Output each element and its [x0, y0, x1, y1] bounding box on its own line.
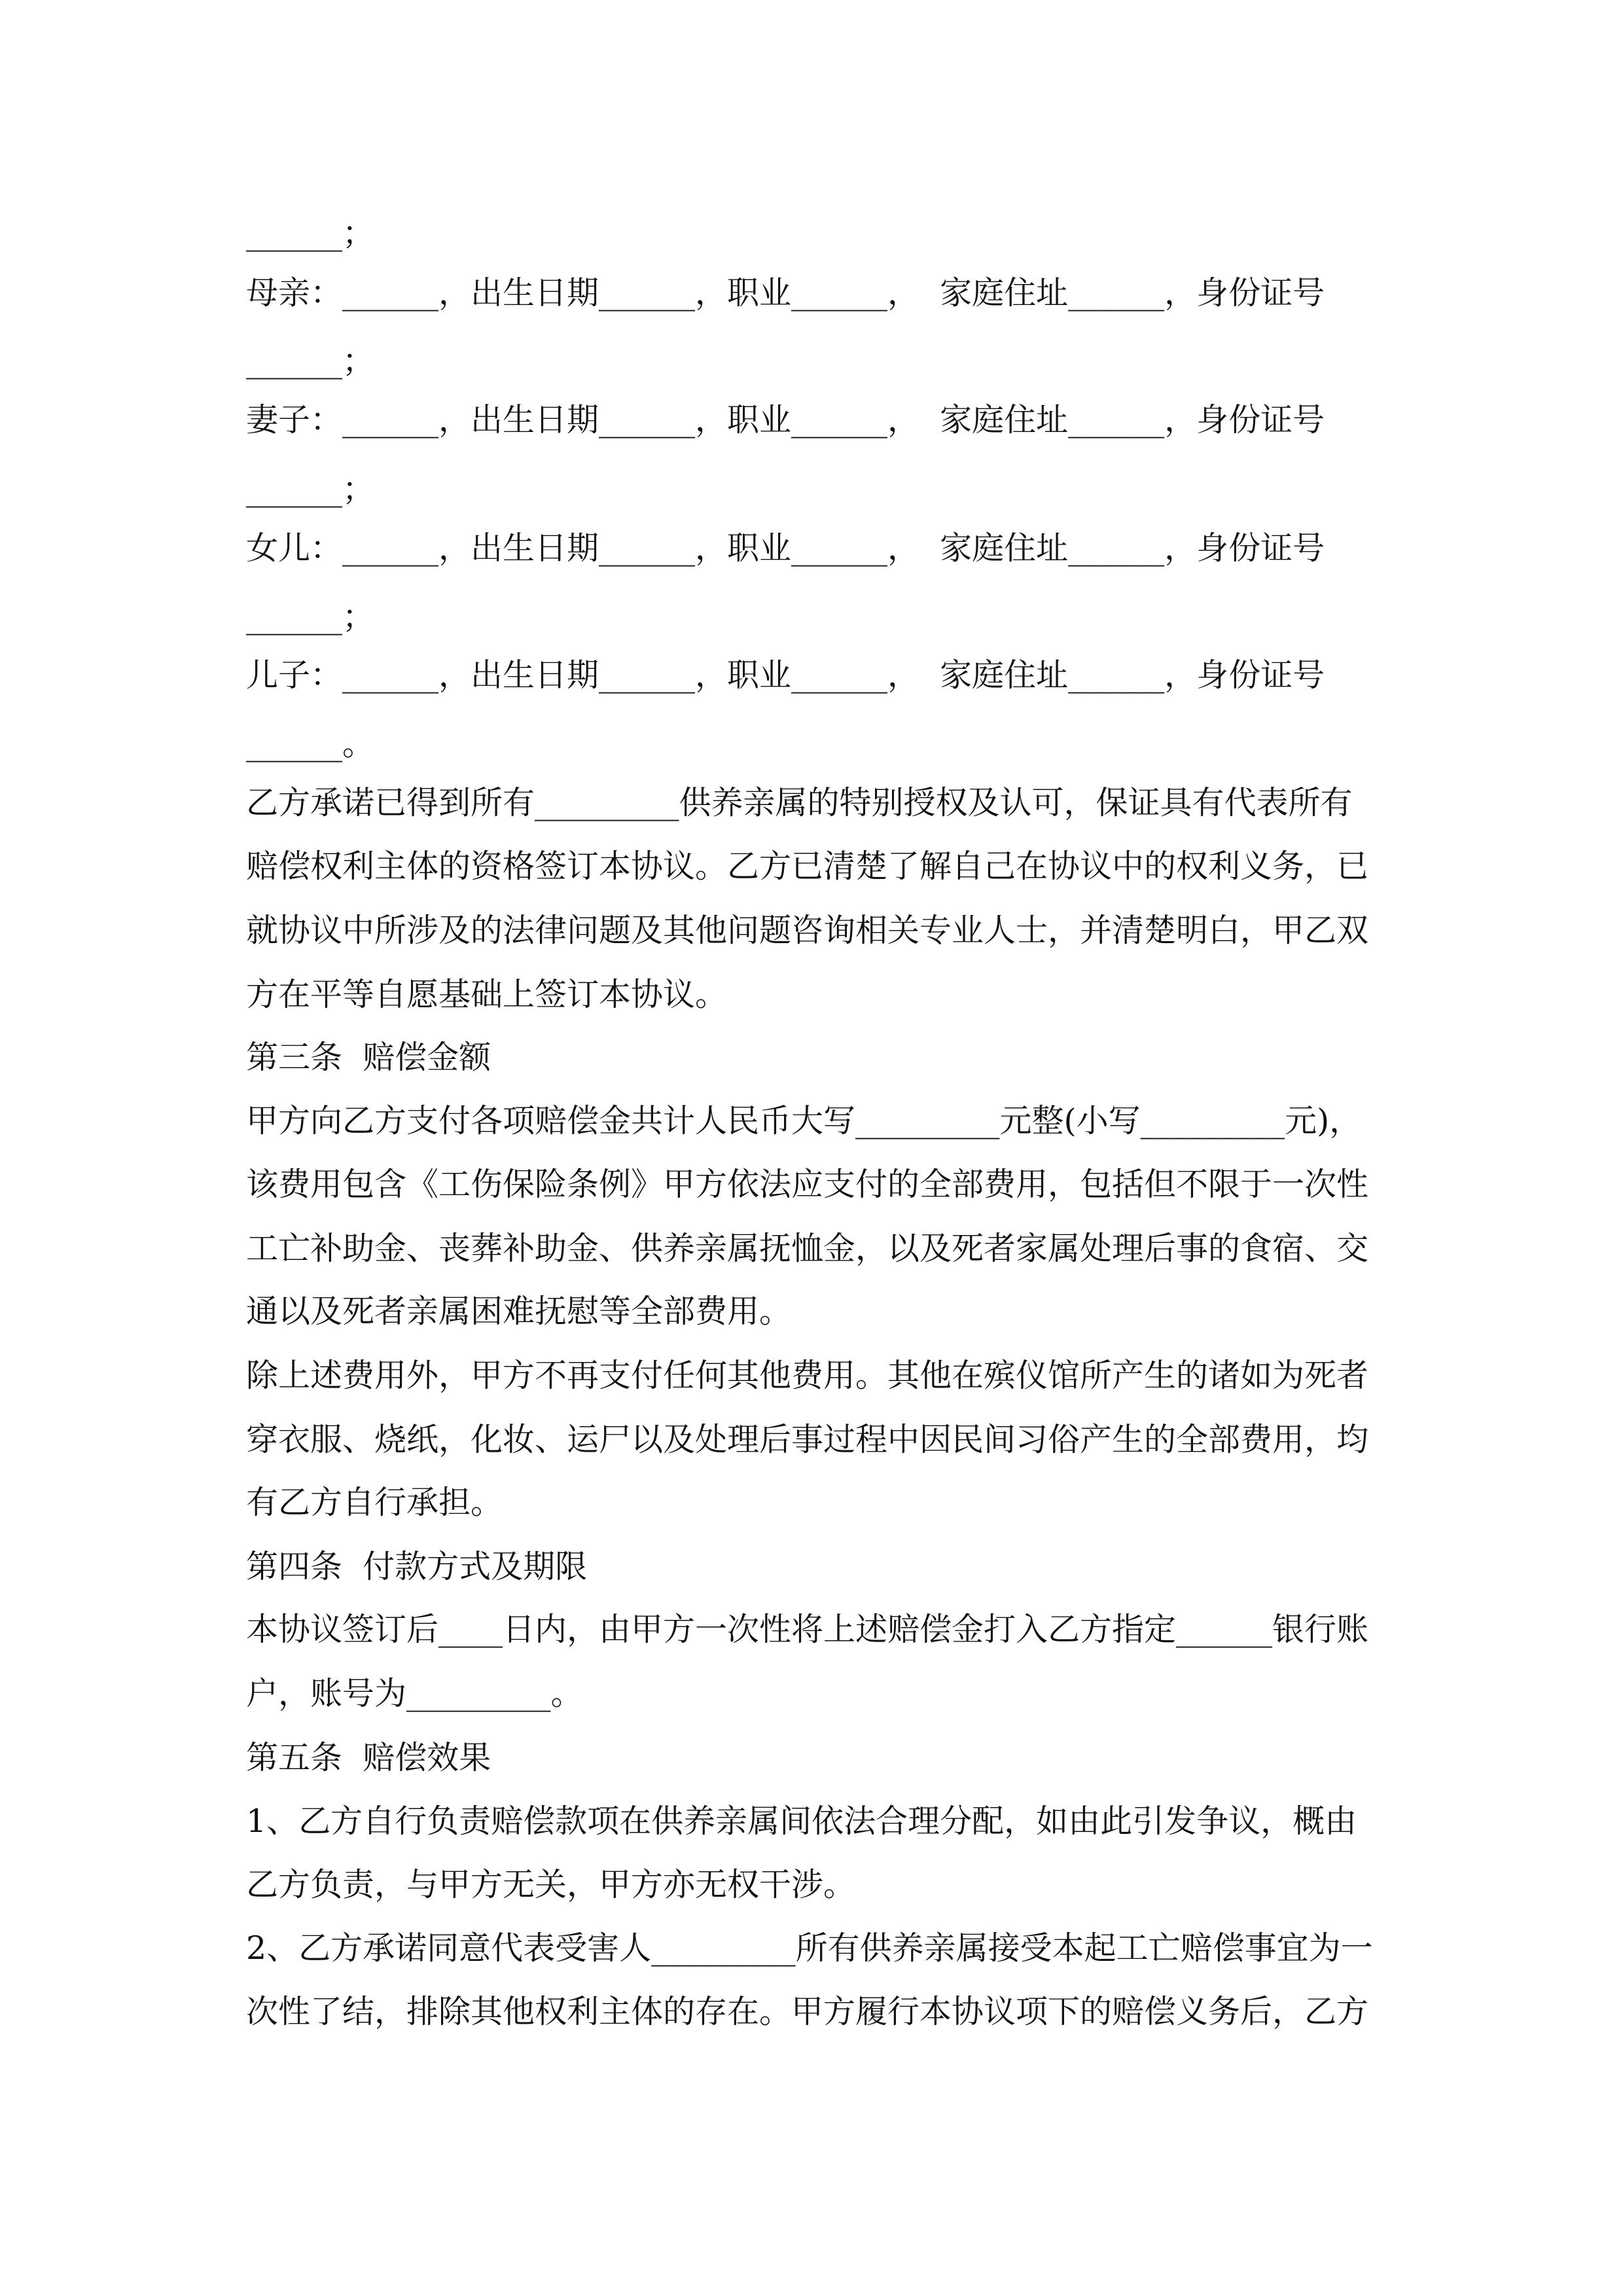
text-line: 2、乙方承诺同意代表受害人_________所有供养亲属接受本起工亡赔偿事宜为一 [246, 1929, 1373, 1967]
text-line: 就协议中所涉及的法律问题及其他问题咨询相关专业人士，并清楚明白，甲乙双 [246, 912, 1369, 949]
text-line: 该费用包含《工伤保险条例》甲方依法应支付的全部费用，包括但不限于一次性 [246, 1166, 1369, 1203]
text-line: 通以及死者亲属困难抚慰等全部费用。 [246, 1293, 792, 1330]
section-heading: 第四条 付款方式及期限 [246, 1548, 588, 1585]
text-line: ______； [246, 215, 375, 252]
text-line: 1、乙方自行负责赔偿款项在供养亲属间依法合理分配，如由此引发争议，概由 [246, 1803, 1357, 1840]
text-line: 次性了结，排除其他权利主体的存在。甲方履行本协议项下的赔偿义务后，乙方 [246, 1993, 1369, 2030]
text-line: 户，账号为_________。 [246, 1675, 583, 1712]
text-line: 乙方负责，与甲方无关，甲方亦无权干涉。 [246, 1866, 856, 1903]
text-line: ______； [246, 342, 375, 380]
text-line: 除上述费用外，甲方不再支付任何其他费用。其他在殡仪馆所产生的诸如为死者 [246, 1357, 1369, 1394]
text-line: ______。 [246, 725, 375, 762]
text-line: 工亡补助金、丧葬补助金、供养亲属抚恤金，以及死者家属处理后事的食宿、交 [246, 1230, 1369, 1267]
text-line: 儿子：______，出生日期______，职业______， 家庭住址______，身份证号 [246, 656, 1325, 694]
text-line: 母亲：______，出生日期______，职业______， 家庭住址______，身份证号 [246, 274, 1325, 312]
text-line: 甲方向乙方支付各项赔偿金共计人民币大写_________元整(小写_________元)， [246, 1102, 1362, 1139]
section-heading: 第五条 赔偿效果 [246, 1739, 491, 1776]
text-line: ______； [246, 598, 375, 636]
section-heading: 第三条 赔偿金额 [246, 1039, 491, 1076]
text-line: 女儿：______，出生日期______，职业______， 家庭住址______，身份证号 [246, 529, 1325, 567]
text-line: 妻子：______，出生日期______，职业______， 家庭住址______，身份证号 [246, 401, 1325, 439]
text-line: 穿衣服、烧纸，化妆、运尸以及处理后事过程中因民间习俗产生的全部费用，均 [246, 1421, 1369, 1458]
text-line: 赔偿权利主体的资格签订本协议。乙方已清楚了解自己在协议中的权利义务，已 [246, 848, 1369, 885]
text-line: 方在平等自愿基础上签订本协议。 [246, 976, 728, 1013]
text-line: 有乙方自行承担。 [246, 1484, 503, 1521]
text-line: ______； [246, 471, 375, 508]
text-line: 本协议签订后____日内，由甲方一次性将上述赔偿金打入乙方指定______银行账 [246, 1611, 1369, 1648]
text-line: 乙方承诺已得到所有_________供养亲属的特别授权及认可，保证具有代表所有 [246, 784, 1353, 821]
